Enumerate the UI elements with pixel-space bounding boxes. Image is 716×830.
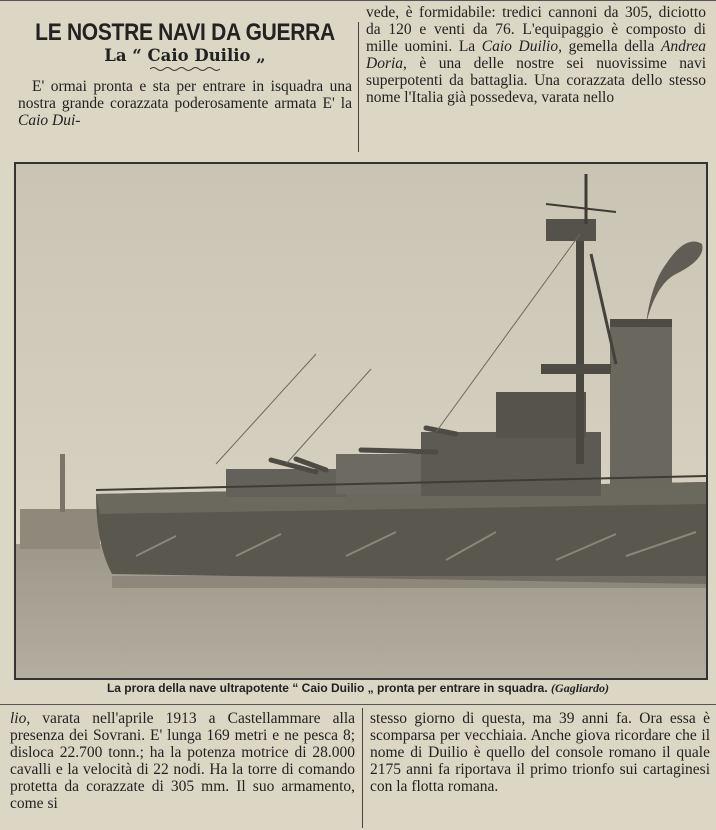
battleship-illustration bbox=[16, 164, 706, 678]
subheadline: La “ Caio Duilio „ bbox=[104, 46, 266, 65]
top-rule bbox=[0, 0, 716, 1]
right-top-paragraph bbox=[366, 4, 706, 106]
right-bottom-text: stesso giorno di questa, ma 39 anni fa. Ora essa è scomparsa per vecchiaia. Anche giova ricordare che il nome di Duilio è quello del console romano il quale 2175 anni fa riportava il primo trionfo sui cartaginesi con la flotta romana. bbox=[370, 710, 710, 795]
photo-caption bbox=[0, 681, 716, 696]
left-bottom-paragraph bbox=[10, 710, 355, 812]
ornament-wave bbox=[150, 66, 220, 72]
ship-name-italic: Caio Duilio bbox=[481, 38, 559, 55]
intro-text: E' ormai pronta e sta per entrare in isquadra una nostra grande corazzata poderosamente armata E' la bbox=[18, 78, 352, 112]
article-column-right-top bbox=[366, 4, 706, 106]
right-top-text-2: , gemella della bbox=[558, 38, 661, 55]
battleship-photo bbox=[14, 162, 708, 680]
intro-italic: Caio Dui- bbox=[18, 112, 81, 129]
article-column-right-bottom bbox=[370, 710, 710, 795]
right-top-text-3: , è una delle nostre sei nuovissime navi superpotenti da battaglia. Una corazzata dello stesso nome l'Italia già possedeva, varata nello bbox=[366, 55, 706, 106]
intro-paragraph bbox=[18, 78, 352, 129]
column-divider-top bbox=[358, 22, 359, 152]
right-top-text-1: vede, è formidabile: tredici cannoni da 305, diciotto da 120 e venti da 76. L'equipaggio è composto di mille uomini. La bbox=[366, 4, 706, 55]
caption-text: La prora della nave ultrapotente “ Caio Duilio „ pronta per entrare in squadra. bbox=[106, 681, 548, 695]
column-divider-bottom bbox=[362, 708, 363, 828]
sister-ship-italic: Andrea Doria bbox=[366, 38, 707, 72]
headline: LE NOSTRE NAVI DA GUERRA bbox=[35, 19, 335, 46]
left-bottom-text: , varata nell'aprile 1913 a Castellammare alla presenza dei Sovrani. E' lunga 169 metri e ne pesca 8; disloca 22.700 tonn.; ha la potenza motrice di 28.000 cavalli e la velocità di 22 nodi. Ha la torre di comando protetta da corazzate di 305 mm. Il suo armamento, come si bbox=[10, 710, 355, 812]
article-column-left-top bbox=[18, 19, 352, 129]
continued-italic: lio bbox=[10, 710, 27, 727]
right-bottom-paragraph bbox=[370, 710, 710, 795]
caption-rule bbox=[0, 704, 716, 705]
photo-credit: (Gagliardo) bbox=[551, 681, 610, 695]
article-column-left-bottom bbox=[10, 710, 355, 812]
